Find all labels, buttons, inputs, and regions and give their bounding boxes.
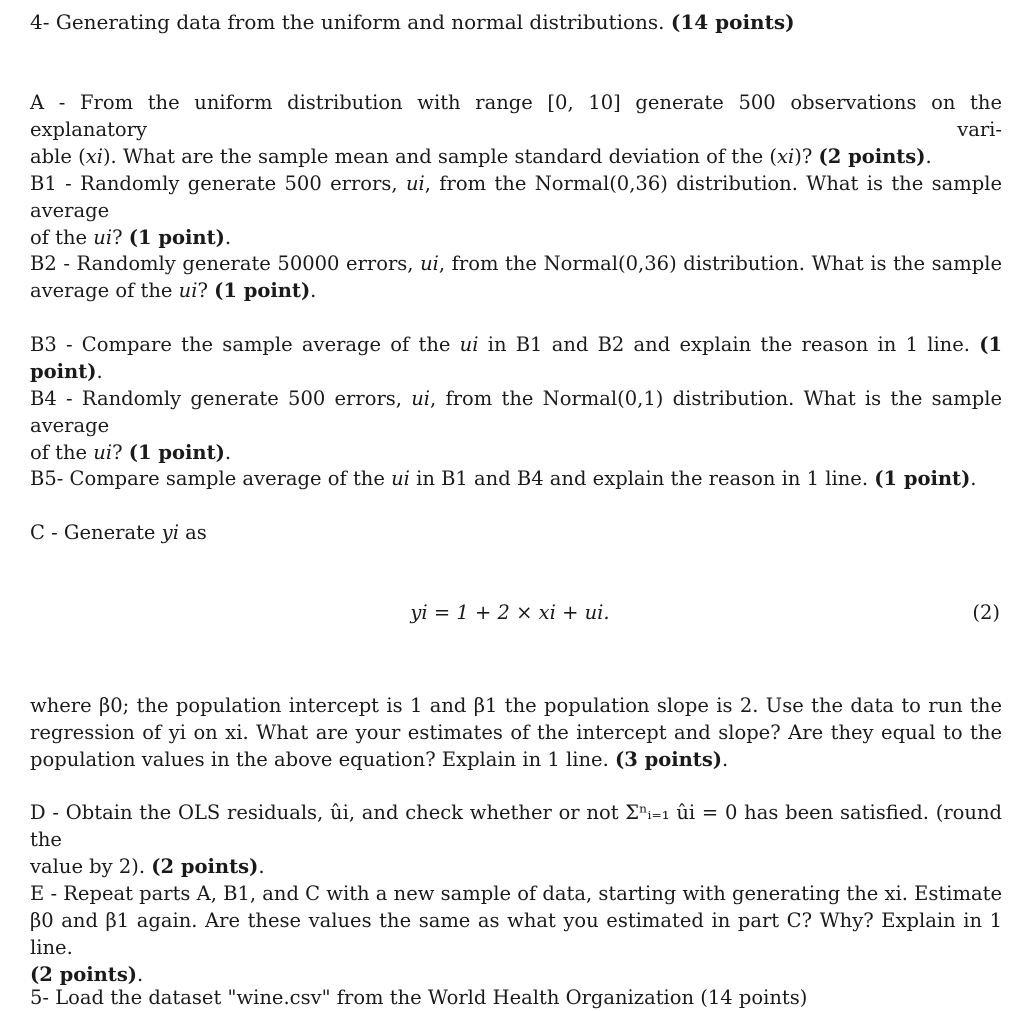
part-e-points: (2 points) [30, 963, 138, 986]
part-e-line1: Repeat parts A, B1, and C with a new sample of data, starting with generating the xi. Estimate [63, 882, 1002, 905]
part-b2-line1-pre: Randomly generate 50000 errors, [76, 252, 414, 275]
part-e-line2: β0 and β1 again. Are these values the same as what you estimated in part C? Why? Explain in 1 line. [30, 909, 1002, 959]
part-d [30, 799, 1002, 880]
part-b4-line2-pre: of the [30, 441, 88, 464]
part-a-label: A - [30, 91, 66, 114]
var-ui: ui [420, 252, 439, 275]
part-e-end: . [137, 963, 144, 986]
part-b3-end: . [96, 360, 103, 383]
part-b3 [30, 331, 1002, 385]
var-ui: ui [391, 467, 410, 490]
var-ui: ui [178, 279, 198, 302]
part-b3-text-post: in B1 and B2 and explain the reason in 1 line. [487, 333, 970, 356]
part-e-label: E - [30, 882, 58, 905]
part-b2-line2-pre: average of the [30, 279, 173, 302]
next-question-cut: 5- Load the dataset "wine.csv" from the World Health Organization (14 points) [30, 986, 808, 1009]
part-d-line1: Obtain the OLS residuals, ûi, and check whether or not Σⁿᵢ₌₁ ûi = 0 has been satisfied. (round the [30, 801, 1003, 851]
part-b1-line1-pre: Randomly generate 500 errors, [80, 172, 398, 195]
part-d-points: (2 points) [151, 855, 259, 878]
part-a-line2-pre: able ( [30, 145, 86, 168]
part-a [30, 89, 1002, 170]
part-b4-label: B4 - [30, 387, 73, 410]
question-heading [30, 8, 795, 36]
part-b2-line1-post: , from the Normal(0,36) distribution. What is the sample [438, 252, 1002, 275]
part-c-text-post: as [185, 521, 207, 544]
part-b5 [30, 465, 1002, 492]
part-b5-label: B5- [30, 467, 64, 490]
part-b1-label: B1 - [30, 172, 72, 195]
heading-points: (14 points) [670, 10, 795, 34]
part-b3-points: (1 point) [30, 333, 1003, 383]
part-b5-text-post: in B1 and B4 and explain the reason in 1 line. [416, 467, 869, 490]
part-c [30, 519, 1002, 546]
equation: yi = 1 + 2 × xi + ui. [410, 601, 610, 624]
part-a-points: (2 points) [818, 145, 926, 168]
part-b4-line1-post: , from the Normal(0,1) distribution. What is the sample average [30, 387, 1002, 437]
part-d-end: . [258, 855, 265, 878]
var-ui: ui [405, 172, 425, 195]
part-c-text-pre: Generate [63, 521, 156, 544]
var-ui: ui [93, 441, 113, 464]
part-a-end: . [925, 145, 932, 168]
var-xi: xi [776, 145, 795, 168]
var-yi: yi [161, 521, 179, 544]
part-c-label: C - [30, 521, 58, 544]
part-b1 [30, 170, 1002, 251]
part-b3-text-pre: Compare the sample average of the [81, 333, 451, 356]
equation-number: (2) [972, 601, 1000, 624]
part-b4-end: . [224, 441, 232, 464]
part-b5-points: (1 point) [874, 467, 971, 490]
part-c-after-line3: population values in the above equation? Explain in 1 line. [30, 748, 609, 771]
part-b2-label: B2 - [30, 252, 70, 275]
part-a-line2-post: )? [794, 145, 813, 168]
part-c-after-line1: where β0; the population intercept is 1 and β1 the population slope is 2. Use the data to run the [30, 694, 1002, 717]
part-b1-points: (1 point) [128, 226, 225, 249]
part-b5-end: . [970, 467, 977, 490]
var-ui: ui [93, 226, 113, 249]
part-a-line1: From the uniform distribution with range [0, 10] generate 500 observations on the explanatory vari- [30, 91, 1002, 141]
part-c-after-line2: regression of yi on xi. What are your estimates of the intercept and slope? Are they equal to the [30, 721, 1002, 744]
part-d-line2: value by 2). [30, 855, 146, 878]
part-b2-end: . [310, 279, 317, 302]
part-b1-end: . [224, 226, 232, 249]
part-e [30, 880, 1002, 988]
part-b1-line2-pre: of the [30, 226, 88, 249]
part-b1-line2-post: ? [112, 226, 123, 249]
part-c-after [30, 692, 1002, 773]
var-xi: xi [85, 145, 103, 168]
part-c-points: (3 points) [615, 748, 723, 771]
part-b2 [30, 250, 1002, 304]
var-ui: ui [459, 333, 479, 356]
part-b4 [30, 385, 1002, 466]
part-b1-line1-post: , from the Normal(0,36) distribution. What is the sample average [30, 172, 1003, 222]
part-b3-label: B3 - [30, 333, 73, 356]
var-ui: ui [411, 387, 431, 410]
part-a-line2-mid: ). What are the sample mean and sample standard deviation of the ( [102, 145, 777, 168]
part-b5-text-pre: Compare sample average of the [69, 467, 385, 490]
part-b4-line2-post: ? [112, 441, 123, 464]
part-b4-points: (1 point) [128, 441, 225, 464]
part-b2-line2-post: ? [197, 279, 208, 302]
part-d-label: D - [30, 801, 59, 824]
part-b2-points: (1 point) [214, 279, 311, 302]
heading-number: 4- [30, 10, 50, 34]
heading-text: Generating data from the uniform and normal distributions. [55, 10, 665, 34]
part-b4-line1-pre: Randomly generate 500 errors, [81, 387, 402, 410]
part-c-end: . [722, 748, 729, 771]
